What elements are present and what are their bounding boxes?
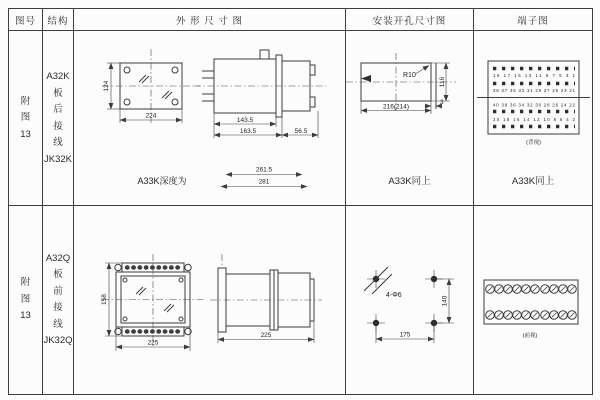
depth-note-text: A33K深度为 [137, 176, 187, 186]
install-same-as-note: A33K同上 [388, 176, 431, 187]
terminal-numbers-row-c: 40 38 36 34 32 30 28 26 24 22 [493, 102, 575, 108]
dim-front-height: 124 [103, 80, 110, 92]
struct-char: 后 [53, 104, 63, 115]
dim-side-depth: 225 [260, 332, 272, 339]
hatch-marks [139, 75, 172, 99]
row2-outline-cell [74, 206, 345, 393]
hatch-marks [136, 287, 174, 312]
fig-char: 图 [20, 293, 31, 305]
row1-fig-no [9, 31, 42, 205]
dim-cutout-height: 116 [439, 76, 446, 88]
struct-char: 板 [53, 269, 63, 280]
fig-char: 附 [20, 277, 31, 289]
spec-table [8, 8, 593, 395]
model-code: JK32K [44, 153, 72, 165]
fig-number: 13 [20, 310, 31, 322]
row2-install-cell [346, 206, 473, 393]
dim-depth-total: 281 [258, 178, 270, 186]
struct-char: 线 [53, 318, 63, 330]
row1-install-cell [346, 31, 473, 205]
struct-char: 前 [53, 285, 63, 297]
terminal-same-as-note: A33K同上 [511, 176, 555, 187]
front-view [101, 254, 204, 351]
struct-char: 接 [53, 302, 63, 313]
dim-side-rear: 56.5 [294, 128, 308, 135]
struct-char: 线 [53, 137, 63, 148]
terminal-numbers-row-d: 20 18 16 14 12 10 8 6 4 2 [493, 117, 575, 122]
terminal-diagram-front [474, 206, 592, 393]
dim-hole-width: 175 [399, 331, 411, 339]
mounting-holes [364, 267, 443, 332]
dim-depth-inner: 261.5 [255, 166, 273, 174]
depth-note [137, 167, 307, 187]
outline-drawing-a32q [74, 206, 345, 393]
model-code: A32K [46, 71, 70, 82]
row2-fig-no [9, 206, 42, 393]
terminal-view-label: (前视) [522, 333, 538, 339]
dim-front-width: 225 [147, 339, 159, 347]
radius-leader [416, 66, 429, 74]
terminal-numbers-row-b: 39 37 35 33 31 29 27 25 23 21 [493, 88, 575, 93]
row1-outline-cell [74, 31, 345, 205]
dim-cutout-width: 216(214) [382, 103, 410, 111]
screw-terminals-row-1 [486, 285, 577, 294]
model-code: JK32Q [43, 335, 73, 346]
hole-spec-label: 4-Φ6 [386, 292, 402, 299]
header-terminal: 端子图 [517, 15, 549, 27]
dim-edge-gap: 3 [440, 99, 444, 106]
row1-terminal-cell [474, 31, 592, 205]
fig-char: 图 [20, 112, 31, 124]
header-fig-no: 图号 [14, 15, 36, 27]
struct-char: 接 [53, 120, 63, 132]
row2-structure [43, 206, 73, 393]
install-holes-drawing [346, 206, 473, 393]
dim-front-width: 224 [145, 112, 157, 120]
side-view [194, 50, 326, 138]
centerlines [102, 254, 204, 348]
struct-char: 板 [53, 87, 63, 99]
dim-front-height: 158 [101, 294, 108, 305]
terminal-view-label: (背视) [526, 140, 541, 146]
dim-corner-radius: R10 [403, 72, 416, 79]
row1-structure [43, 31, 73, 205]
header-install: 安装开孔尺寸图 [372, 15, 447, 27]
fig-char: 附 [20, 95, 31, 107]
screw-terminals-row-2 [486, 311, 577, 320]
fig-number: 13 [20, 128, 31, 140]
break-arrow [361, 75, 371, 82]
terminal-numbers-row-a: 19 17 15 13 11 9 7 5 3 1 [493, 73, 575, 78]
dim-side-body: 143.5 [236, 117, 254, 124]
outline-drawing-a32k [74, 31, 345, 205]
front-view [102, 49, 200, 123]
header-outline: 外 形 尺 寸 图 [175, 15, 244, 27]
dim-hole-height: 140 [441, 295, 449, 307]
row2-terminal-cell [474, 206, 592, 393]
side-view [210, 254, 322, 343]
dim-side-total: 163.5 [239, 128, 257, 135]
header-structure: 结构 [47, 15, 69, 27]
model-code: A32Q [45, 252, 71, 264]
